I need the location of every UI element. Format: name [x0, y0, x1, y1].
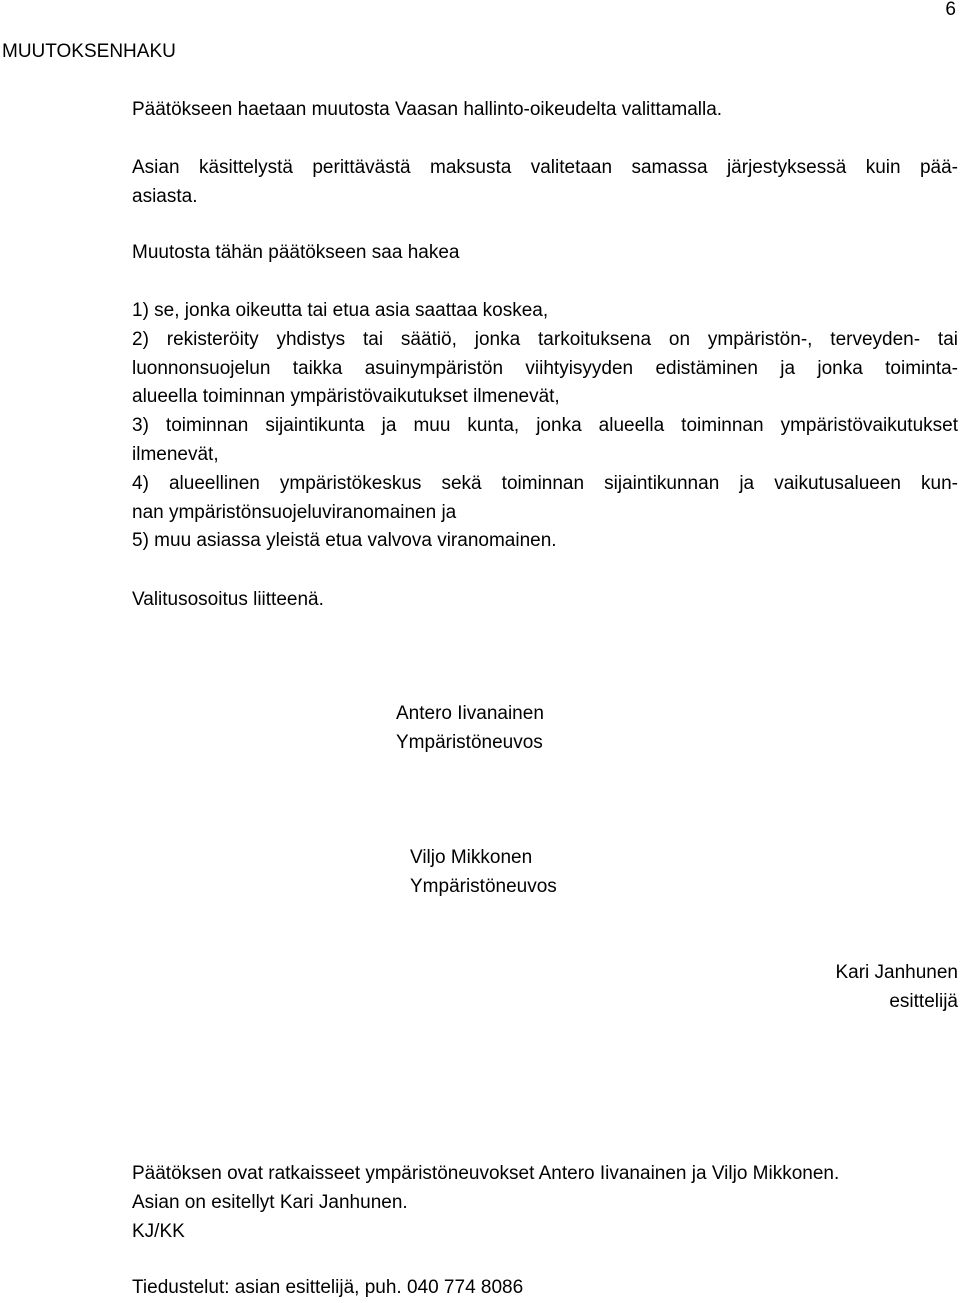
list-item: alueella toiminnan ympäristövaikutukset ilmenevät, [132, 386, 560, 408]
list-item: 3) toiminnan sijaintikunta ja muu kunta, jonka alueella toiminnan ympäristövaikutukset [132, 415, 958, 437]
list-item: nan ympäristönsuojeluviranomainen ja [132, 501, 457, 523]
signer-title: Ympäristöneuvos [410, 875, 557, 897]
attachment-note-text: Valitusosoitus liitteenä. [132, 589, 324, 610]
fee-paragraph [132, 154, 958, 212]
presented-by-text: Asian on esitellyt Kari Janhunen. [132, 1191, 408, 1213]
attachment-note [132, 586, 958, 615]
signature-block-1 [396, 700, 544, 758]
who-can-appeal-text: Muutosta tähän päätökseen saa hakea [132, 242, 460, 263]
signer-title: Ympäristöneuvos [396, 731, 543, 753]
list-item: ilmenevät, [132, 443, 219, 465]
fee-text-line-2: asiasta. [132, 185, 198, 207]
signature-block-3 [835, 959, 958, 1017]
list-item: luonnonsuojelun taikka asuinympäristön viihtyisyyden edistäminen ja jonka toiminta- [132, 357, 958, 379]
list-item: 4) alueellinen ympäristökeskus sekä toiminnan sijaintikunnan ja vaikutusalueen kun- [132, 472, 958, 494]
appeal-text: Päätökseen haetaan muutosta Vaasan hallinto-oikeudelta valittamalla. [132, 99, 723, 120]
signer-name: Antero Iivanainen [396, 703, 544, 724]
list-item: 2) rekisteröity yhdistys tai säätiö, jonka tarkoituksena on ympäristön-, terveyden- tai [132, 328, 958, 350]
signer-name: Kari Janhunen [835, 962, 958, 983]
section-heading: MUUTOKSENHAKU [2, 41, 176, 62]
appellant-list [132, 297, 958, 556]
signer-name: Viljo Mikkonen [410, 847, 533, 868]
fee-text-line-1: Asian käsittelystä perittävästä maksusta valitetaan samassa järjestyksessä kuin pää- [132, 157, 958, 178]
list-item: 5) muu asiassa yleistä etua valvova viranomainen. [132, 530, 557, 552]
signer-title: esittelijä [889, 990, 958, 1012]
contact-text: Tiedustelut: asian esittelijä, puh. 040 774 8086 [132, 1277, 524, 1298]
list-item: 1) se, jonka oikeutta tai etua asia saattaa koskea, [132, 300, 549, 321]
page-number: 6 [945, 0, 956, 20]
who-can-appeal-paragraph [132, 239, 958, 268]
initials-text: KJ/KK [132, 1220, 185, 1242]
decision-footer [132, 1160, 958, 1246]
decided-by-text: Päätöksen ovat ratkaisseet ympäristöneuvokset Antero Iivanainen ja Viljo Mikkonen. [132, 1163, 840, 1184]
signature-block-2 [410, 844, 557, 902]
contact-info [132, 1274, 958, 1303]
appeal-paragraph [132, 96, 958, 125]
